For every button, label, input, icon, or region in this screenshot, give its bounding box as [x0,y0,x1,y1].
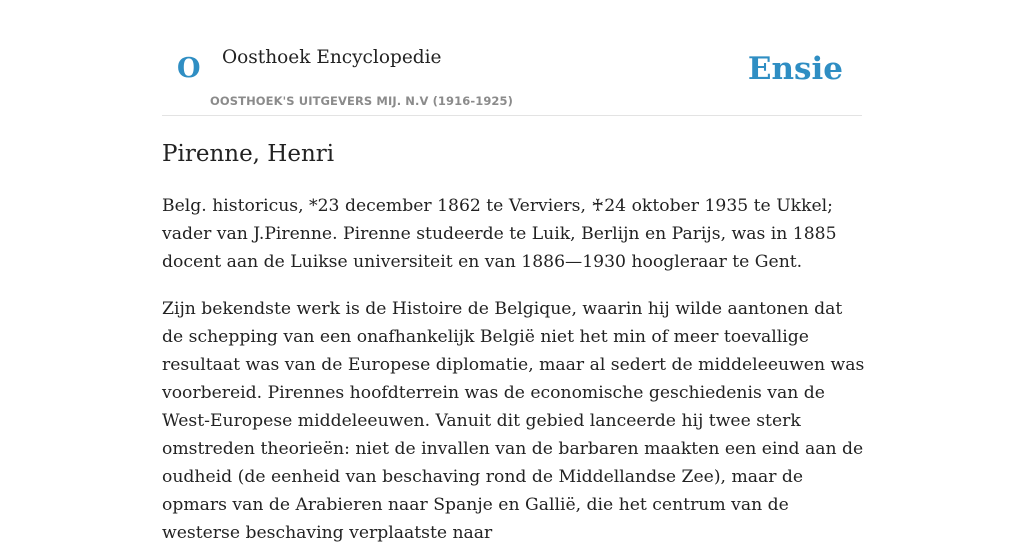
article-paragraph: Belg. historicus, *23 december 1862 te Verviers, ♰24 oktober 1935 te Ukkel; vader van J.Pirenne. Pirenne studeerde te Luik, Berlijn en Parijs, was in 1885 docent aan de Luikse universiteit en van 1886—1930 hoogleraar te Gent. [162,196,837,272]
source-header [162,0,862,116]
article-title: Pirenne, Henri [162,141,335,167]
article-paragraph: Zijn bekendste werk is de Histoire de Belgique, waarin hij wilde aantonen dat de schepping van een onafhankelijk België niet het min of meer toevallige resultaat was van de Europese diplomatie, maar al sedert de middeleeuwen was voorbereid. Pirennes hoofdterrein was de economische geschiedenis van de West-Europese middeleeuwen. Vanuit dit gebied lanceerde hij twee sterk omstreden theorieën: niet de invallen van de barbaren maakten een eind aan de oudheid (de eenheid van beschaving rond de Middellandse Zee), maar de opmars van de Arabieren naar Spanje en Gallië, die het centrum van de westerse beschaving verplaatste naar [162,299,865,543]
source-title: Oosthoek Encyclopedie [222,47,442,68]
page-container [162,0,865,543]
ensie-logo-link[interactable]: Ensie [747,51,843,87]
source-publisher: OOSTHOEK'S UITGEVERS MIJ. N.V (1916-1925) [210,94,513,108]
source-logo-link[interactable]: O [177,53,201,84]
